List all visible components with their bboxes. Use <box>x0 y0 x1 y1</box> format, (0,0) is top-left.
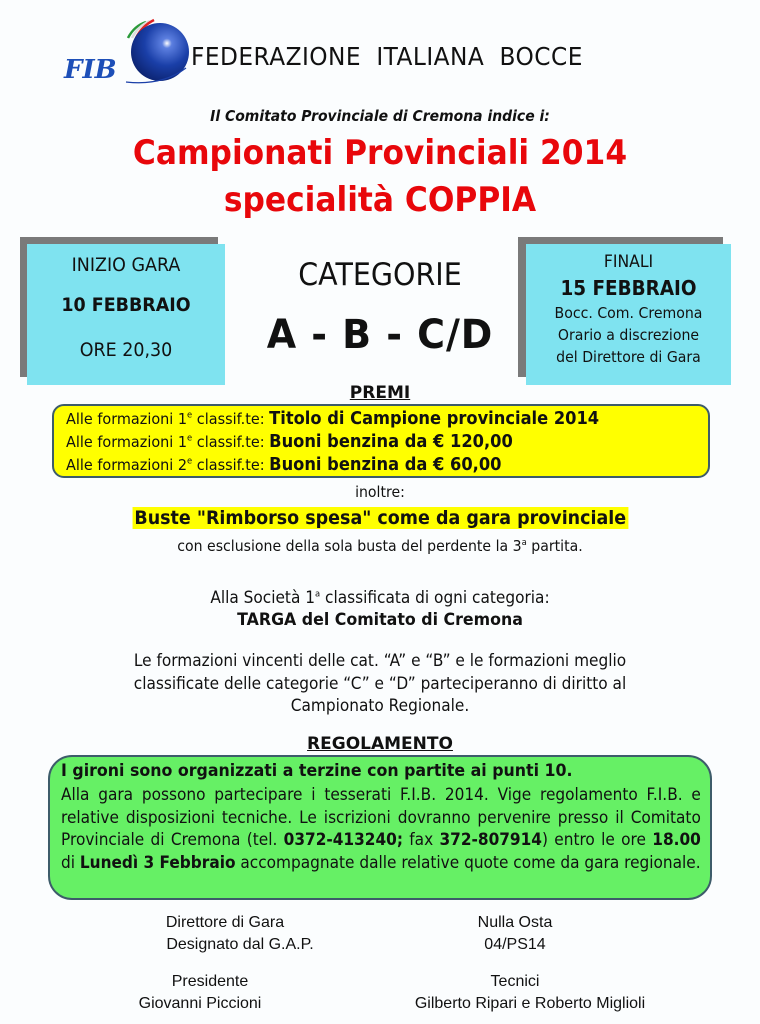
finals-time-note-2: del Direttore di Gara <box>556 348 701 366</box>
director-label: Direttore di Gara <box>165 914 285 931</box>
regolamento-box <box>48 755 712 900</box>
inoltre-text: inoltre: <box>355 483 405 501</box>
federation-name: FEDERAZIONE ITALIANA BOCCE <box>191 42 583 71</box>
categories-values: A - B - C/D <box>266 312 494 358</box>
finals-date: 15 FEBBRAIO <box>560 276 697 300</box>
premi-row: Alle formazioni 2e classif.te: Buoni benzina da € 60,00 <box>66 455 502 475</box>
subtitle: Il Comitato Provinciale di Cremona indice i: <box>210 107 550 125</box>
premi-value: Buoni benzina da € 60,00 <box>269 455 502 475</box>
premi-row: Alle formazioni 1e classif.te: Buoni benzina da € 120,00 <box>66 432 513 452</box>
start-label: INIZIO GARA <box>71 254 181 276</box>
regolamento-body: Alla gara possono partecipare i tesserati F.I.B. 2014. Vige regolamento F.I.B. e relative disposizioni tecniche. Le iscrizioni dovranno pervenire presso il Comitato Provinciale di Cremona (tel. 0372-413240; fax 372-807914) entro le ore 18.00 di Lunedì 3 Febbraio accompagnate dalle relative quote come da gara regionale. <box>61 785 701 873</box>
finals-label: FINALI <box>603 252 654 272</box>
regolamento-heading: REGOLAMENTO <box>307 734 453 754</box>
finals-time-note: Orario a discrezione <box>557 326 700 344</box>
premi-row: Alle formazioni 1e classif.te: Titolo di Campione provinciale 2014 <box>66 409 600 429</box>
nulla-osta-value: 04/PS14 <box>484 936 546 953</box>
svg-text:FIB: FIB <box>64 55 117 85</box>
director-value: Designato dal G.A.P. <box>166 936 314 953</box>
premi-value: Titolo di Campione provinciale 2014 <box>269 409 600 429</box>
societa-text: Alla Società 1$^a$ classificata di ogni categoria: <box>210 588 550 607</box>
start-date: 10 FEBBRAIO <box>61 294 191 316</box>
start-box <box>27 244 225 385</box>
nulla-osta-label: Nulla Osta <box>477 914 553 931</box>
finals-venue: Bocc. Com. Cremona <box>554 304 703 322</box>
premi-box <box>52 404 710 478</box>
categories-label: CATEGORIE <box>298 257 462 293</box>
main-title: Campionati Provinciali 2014 <box>132 133 628 173</box>
technicians-label: Tecnici <box>490 973 540 990</box>
technicians-names: Gilberto Ripari e Roberto Miglioli <box>414 995 646 1012</box>
president-name: Giovanni Piccioni <box>138 995 262 1012</box>
regolamento-first-line: I gironi sono organizzati a terzine con partite ai punti 10. <box>61 761 573 781</box>
president-label: Presidente <box>171 973 249 990</box>
formazioni-text: Le formazioni vincenti delle cat. “A” e “B” e le formazioni meglio classificate delle categorie “C” e “D” parteciperanno di diritto al Campionato Regionale. <box>133 651 627 715</box>
premi-value: Buoni benzina da € 120,00 <box>269 432 513 452</box>
start-time: ORE 20,30 <box>79 339 173 361</box>
premi-heading: PREMI <box>349 383 411 403</box>
finals-box <box>526 244 731 385</box>
targa-text: TARGA del Comitato di Cremona <box>237 610 523 630</box>
fib-logo <box>62 16 190 86</box>
buste-highlight: Buste "Rimborso spesa" come da gara provinciale <box>134 507 626 529</box>
main-subtitle: specialità COPPIA <box>223 180 537 220</box>
esclusione-text: con esclusione della sola busta del perdente la 3$^a$ partita. <box>177 537 583 555</box>
